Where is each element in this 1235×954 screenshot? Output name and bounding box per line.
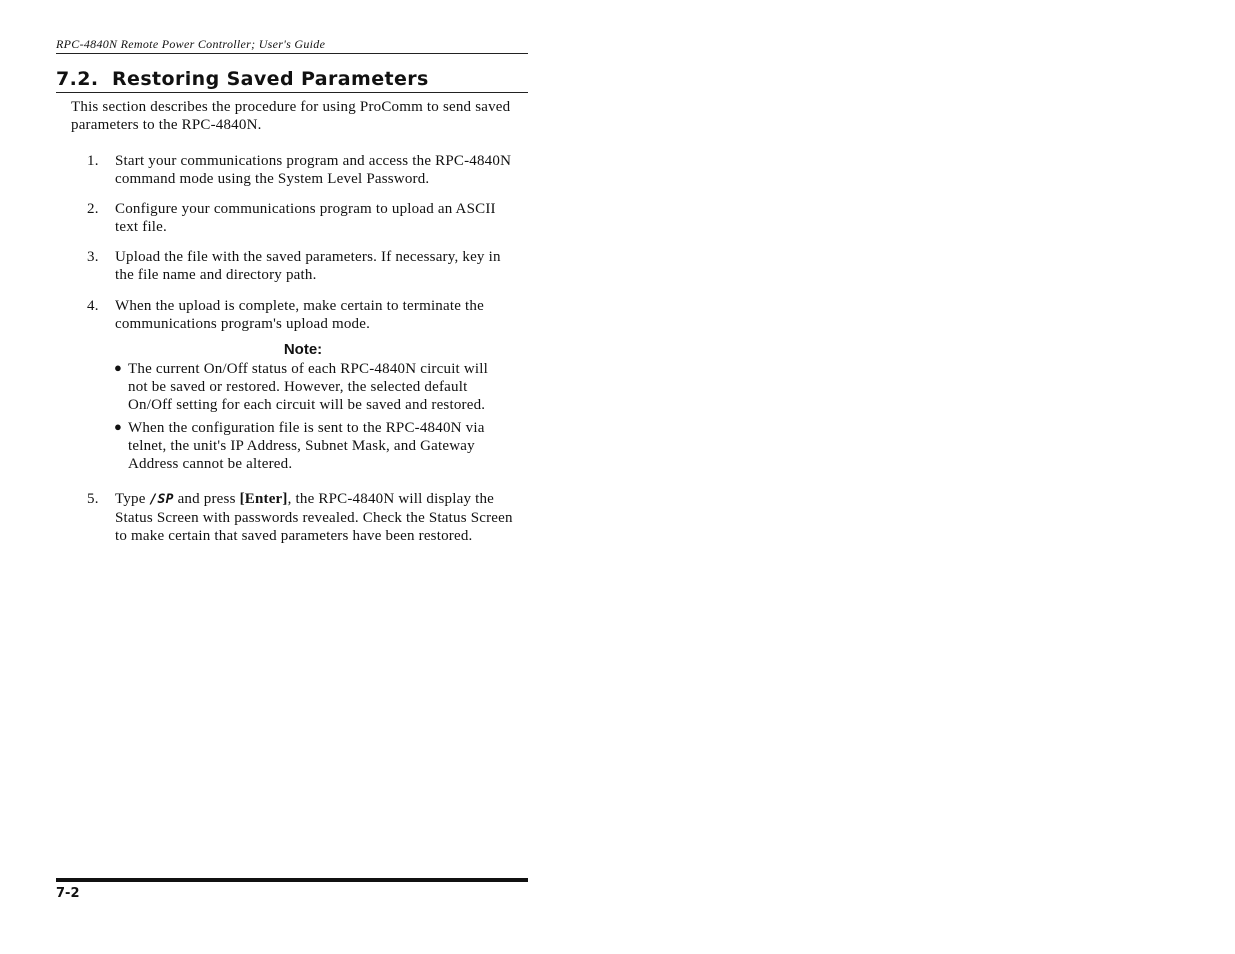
step-item bbox=[56, 490, 528, 545]
page-number: 7-2 bbox=[56, 886, 80, 901]
note-bullet-text: When the configuration file is sent to the RPC-4840N via telnet, the unit's IP Address, Subnet Mask, and Gateway Address cannot be altered. bbox=[128, 420, 485, 472]
command-text: /SP bbox=[149, 492, 174, 507]
bullet-icon: ● bbox=[114, 360, 123, 375]
step5-mid: and press bbox=[173, 491, 240, 507]
step-text: Upload the file with the saved parameters. If necessary, key in the file name and directory path. bbox=[115, 249, 501, 283]
bullet-icon: ● bbox=[114, 419, 123, 434]
step-text: Configure your communications program to upload an ASCII text file. bbox=[115, 201, 496, 235]
section-title: Restoring Saved Parameters bbox=[112, 68, 429, 90]
step-number: 5. bbox=[87, 491, 99, 507]
document-page bbox=[56, 34, 528, 545]
step-item bbox=[56, 297, 528, 333]
step5-post: , the RPC-4840N will display the Status Screen with passwords revealed. Check the Status Screen to make certain that saved parameters have been restored. bbox=[115, 491, 513, 544]
step-number: 2. bbox=[87, 201, 99, 217]
note-bullet bbox=[114, 360, 494, 414]
steps-list bbox=[56, 152, 528, 545]
step-number: 4. bbox=[87, 298, 99, 314]
step-text bbox=[115, 490, 520, 545]
step-number: 1. bbox=[87, 153, 99, 169]
step-item bbox=[56, 152, 528, 188]
step-item bbox=[56, 200, 528, 236]
note-box bbox=[114, 341, 494, 473]
intro-paragraph: This section describes the procedure for using ProComm to send saved parameters to the RPC-4840N. bbox=[71, 99, 511, 133]
step5-pre: Type bbox=[115, 491, 150, 507]
step-text: When the upload is complete, make certain to terminate the communications program's upload mode. bbox=[115, 298, 484, 332]
step-number: 3. bbox=[87, 249, 99, 265]
step-text: Start your communications program and access the RPC-4840N command mode using the System Level Password. bbox=[115, 153, 512, 187]
note-title: Note: bbox=[283, 341, 323, 358]
section-number: 7.2. bbox=[56, 68, 99, 90]
step-item bbox=[56, 248, 528, 284]
running-header: RPC-4840N Remote Power Controller; User's Guide bbox=[56, 34, 528, 54]
note-bullet bbox=[114, 419, 494, 473]
section-heading bbox=[56, 68, 528, 93]
footer-rule bbox=[56, 878, 528, 882]
key-label: [Enter] bbox=[239, 491, 288, 507]
note-bullet-text: The current On/Off status of each RPC-4840N circuit will not be saved or restored. However, the selected default On/Off setting for each circuit will be saved and restored. bbox=[128, 361, 489, 413]
